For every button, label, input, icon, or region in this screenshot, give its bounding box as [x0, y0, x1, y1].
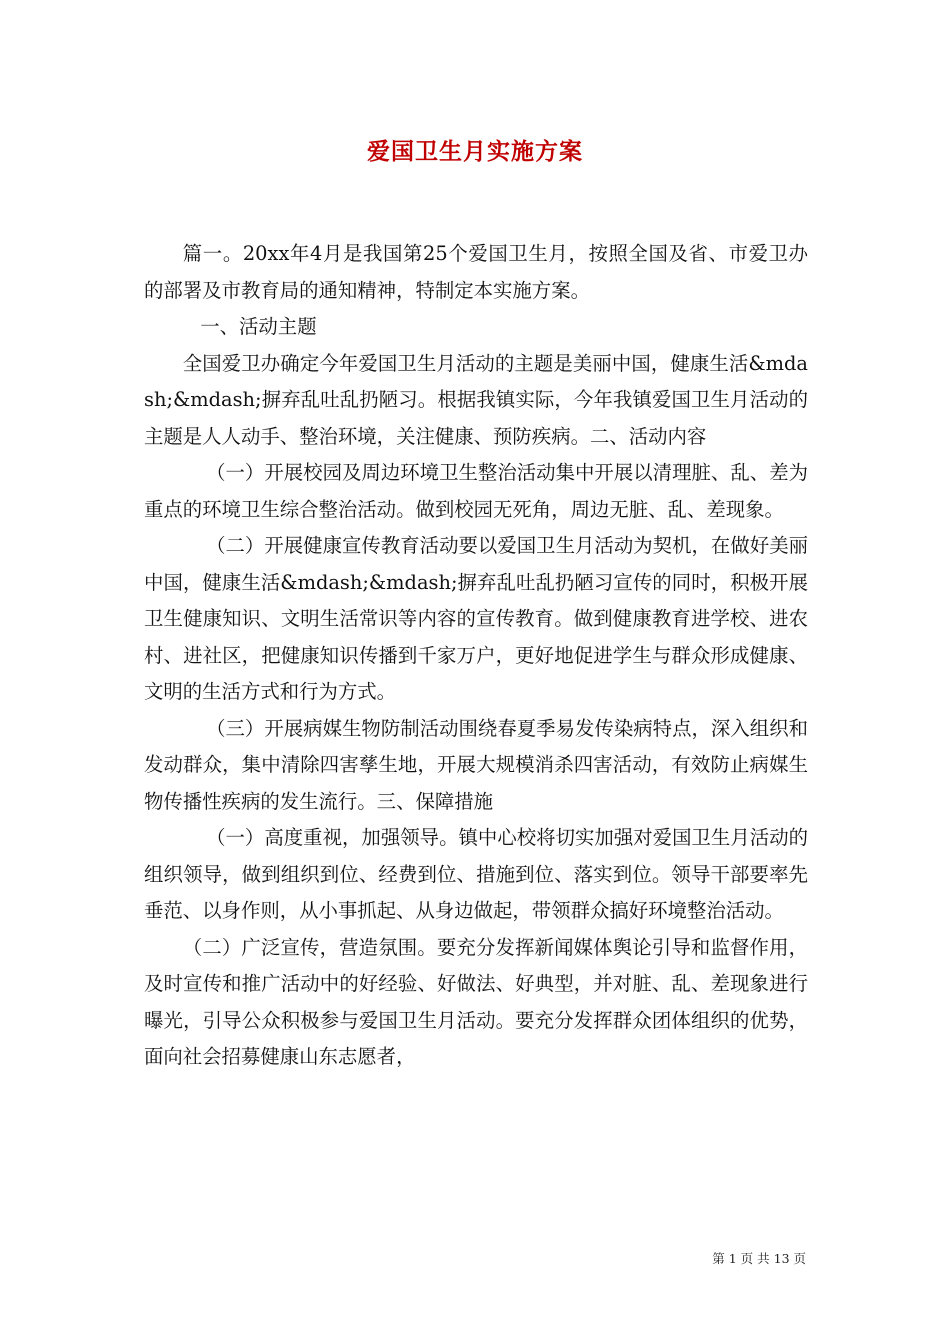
paragraph-theme: 全国爱卫办确定今年爱国卫生月活动的主题是美丽中国，健康生活&mdash;&mdash;摒弃乱吐乱扔陋习。根据我镇实际，今年我镇爱国卫生月活动的主题是人人动手、整治环境，关注健康、预防疾病。二、活动内容 — [144, 351, 808, 448]
paragraph-content-2: （二）开展健康宣传教育活动要以爱国卫生月活动为契机，在做好美丽中国，健康生活&mdash;&mdash;摒弃乱吐乱扔陋习宣传的同时，积极开展卫生健康知识、文明生活常识等内容的宣传教育。做到健康教育进学校、进农村、进社区，把健康知识传播到千家万户，更好地促进学生与群众形成健康、文明的生活方式和行为方式。 — [144, 534, 808, 703]
document-body — [144, 236, 808, 1076]
document-title: 爱国卫生月实施方案 — [367, 138, 583, 165]
page-number-footer: 第 1 页 共 13 页 — [712, 1251, 806, 1266]
section-heading-theme: 一、活动主题 — [200, 315, 317, 338]
paragraph-measure-2: （二）广泛宣传，营造氛围。要充分发挥新闻媒体舆论引导和监督作用，及时宣传和推广活动中的好经验、好做法、好典型，并对脏、乱、差现象进行曝光，引导公众积极参与爱国卫生月活动。要充分发挥群众团体组织的优势，面向社会招募健康山东志愿者， — [144, 935, 808, 1068]
paragraph-measure-1: （一）高度重视，加强领导。镇中心校将切实加强对爱国卫生月活动的组织领导，做到组织到位、经费到位、措施到位、落实到位。领导干部要率先垂范、以身作则，从小事抓起、从身边做起，带领群众搞好环境整治活动。 — [144, 826, 808, 922]
paragraph-content-3: （三）开展病媒生物防制活动围绕春夏季易发传染病特点，深入组织和发动群众，集中清除四害孳生地，开展大规模消杀四害活动，有效防止病媒生物传播性疾病的发生流行。三、保障措施 — [144, 716, 808, 813]
paragraph-intro: 篇一。20xx年4月是我国第25个爱国卫生月，按照全国及省、市爱卫办的部署及市教育局的通知精神，特制定本实施方案。 — [144, 242, 808, 302]
paragraph-content-1: （一）开展校园及周边环境卫生整治活动集中开展以清理脏、乱、差为重点的环境卫生综合整治活动。做到校园无死角，周边无脏、乱、差现象。 — [144, 461, 808, 521]
